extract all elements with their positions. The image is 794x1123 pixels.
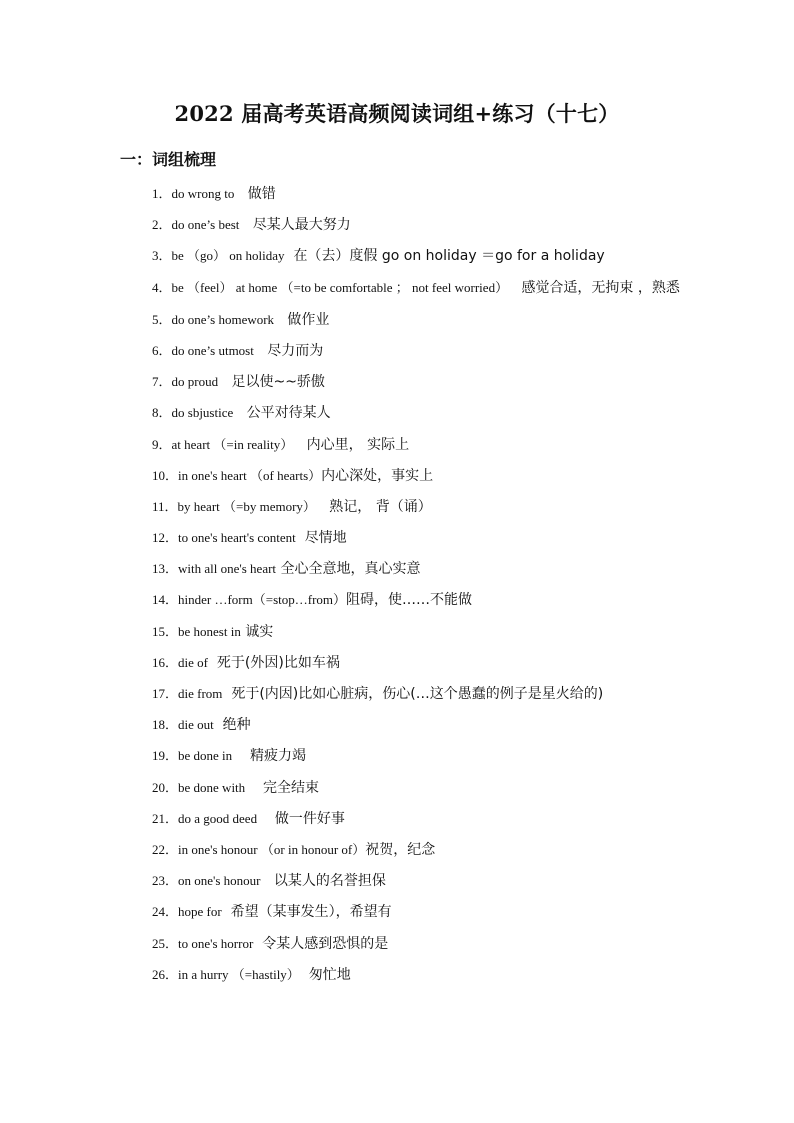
item-phrase: be done in [178, 748, 233, 764]
item-number: 10． [152, 467, 179, 483]
item-phrase: do sbjustice [171, 405, 234, 421]
item-phrase: in one's heart （of hearts） [178, 467, 322, 483]
item-phrase: on one's honour [178, 873, 261, 889]
item-number: 17． [152, 686, 179, 702]
phrase-list [152, 178, 692, 990]
item-meaning: 公平对待某人 [246, 405, 331, 422]
item-meaning: 诚实 [245, 623, 274, 640]
list-item [152, 647, 692, 678]
list-item [152, 772, 692, 803]
item-number: 23． [152, 873, 179, 889]
item-meaning: 做一件好事 [274, 810, 345, 827]
list-item [152, 240, 692, 271]
item-phrase: die out [178, 717, 214, 733]
item-number: 3． [152, 248, 172, 264]
page-title: 2022 届高考英语高频阅读词组+练习（十七） [174, 101, 620, 126]
list-item [152, 335, 692, 366]
item-phrase: at heart （=in reality） [171, 436, 294, 452]
item-phrase: be honest in [178, 623, 241, 639]
item-meaning: 全心全意地，真心实意 [280, 561, 421, 578]
item-phrase: hope for [178, 904, 222, 920]
item-phrase: do proud [171, 374, 219, 390]
item-phrase: die of [178, 654, 208, 670]
item-number: 15． [152, 623, 179, 639]
list-item [152, 616, 692, 647]
item-meaning: 阻碍，使……不能做 [346, 592, 473, 609]
item-meaning: 内心深处，事实上 [321, 467, 434, 484]
item-phrase: do one’s best [171, 217, 240, 233]
list-item [152, 209, 692, 240]
item-phrase: to one's horror [178, 935, 254, 951]
list-item [152, 553, 692, 584]
item-meaning: 祝贺，纪念 [365, 841, 436, 858]
item-meaning: 足以使~~骄傲 [231, 374, 325, 391]
item-meaning: 希望（某事发生），希望有 [230, 904, 392, 921]
list-item [152, 834, 692, 865]
item-meaning: 绝种 [222, 717, 251, 734]
item-number: 1． [152, 186, 172, 201]
item-number: 6． [152, 342, 172, 358]
item-meaning: 熟记， 背（诵） [329, 498, 432, 515]
item-number: 7． [152, 374, 172, 390]
item-meaning: 以某人的名誉担保 [273, 873, 386, 890]
item-phrase: to one's heart's content [178, 530, 296, 546]
item-meaning: 完全结束 [262, 779, 319, 796]
list-item [152, 366, 692, 397]
item-phrase: die from [178, 686, 223, 702]
item-phrase: hinder …form（=stop…from） [178, 592, 347, 608]
item-meaning: 做作业 [287, 311, 330, 328]
item-phrase: do a good deed [178, 810, 258, 826]
item-number: 4． [152, 279, 172, 295]
item-phrase: in a hurry （=hastily） [178, 966, 300, 982]
item-number: 9． [152, 436, 172, 452]
item-number: 25． [152, 935, 179, 951]
section-heading: 一：词组梳理 [120, 150, 217, 169]
item-number: 21． [152, 810, 179, 826]
list-item [152, 709, 692, 740]
list-item [152, 178, 692, 209]
item-phrase: do one’s homework [171, 311, 275, 327]
item-number: 14． [152, 592, 179, 608]
item-number: 26． [152, 966, 179, 982]
item-number: 5． [152, 311, 172, 327]
item-number: 19． [152, 748, 179, 764]
item-phrase: with all one's heart [178, 561, 277, 577]
item-number: 22． [152, 841, 179, 857]
item-phrase: be done with [178, 779, 246, 795]
list-item [152, 397, 692, 428]
item-number: 13． [152, 561, 179, 577]
item-phrase: do one’s utmost [171, 342, 254, 358]
item-meaning: 死于(内因)比如心脏病，伤心(…这个愚蠢的例子是星火给的) [231, 686, 604, 703]
list-item [152, 740, 692, 771]
item-meaning: 做错 [247, 186, 276, 202]
item-number: 12． [152, 530, 179, 546]
item-number: 16． [152, 654, 179, 670]
list-item [152, 584, 692, 615]
list-item [152, 522, 692, 553]
list-item [152, 304, 692, 335]
item-number: 11． [152, 498, 178, 514]
item-phrase: be （feel） at home （=to be comfortable ； not feel worried） [171, 279, 509, 295]
list-item [152, 928, 692, 959]
item-meaning: 精疲力竭 [249, 748, 306, 765]
item-meaning: 尽力而为 [267, 342, 324, 359]
list-item [152, 896, 692, 927]
list-item [152, 678, 692, 709]
item-meaning: 尽某人最大努力 [252, 217, 351, 234]
list-item [152, 959, 692, 990]
item-meaning: 感觉合适，无拘束 ，熟悉 [521, 279, 680, 296]
item-phrase: by heart （=by memory） [177, 498, 316, 514]
item-number: 2． [152, 217, 172, 233]
item-meaning: 令某人感到恐惧的是 [262, 935, 389, 952]
item-phrase: in one's honour （or in honour of） [178, 841, 366, 857]
item-meaning: 死于(外因)比如车祸 [216, 654, 340, 671]
list-item [152, 865, 692, 896]
item-meaning: 匆忙地 [308, 966, 351, 983]
list-item [152, 491, 692, 522]
item-meaning: 在（去）度假 go on holiday ＝go for a holiday [293, 248, 605, 265]
item-phrase: do wrong to [171, 186, 235, 201]
item-number: 24． [152, 904, 179, 920]
list-item [152, 803, 692, 834]
item-phrase: be （go） on holiday [171, 248, 285, 264]
item-number: 18． [152, 717, 179, 733]
item-number: 20． [152, 779, 179, 795]
list-item [152, 429, 692, 460]
list-item [120, 272, 680, 304]
list-item [152, 460, 692, 491]
item-meaning: 尽情地 [304, 530, 347, 547]
item-number: 8． [152, 405, 172, 421]
item-meaning: 内心里， 实际上 [306, 436, 410, 453]
